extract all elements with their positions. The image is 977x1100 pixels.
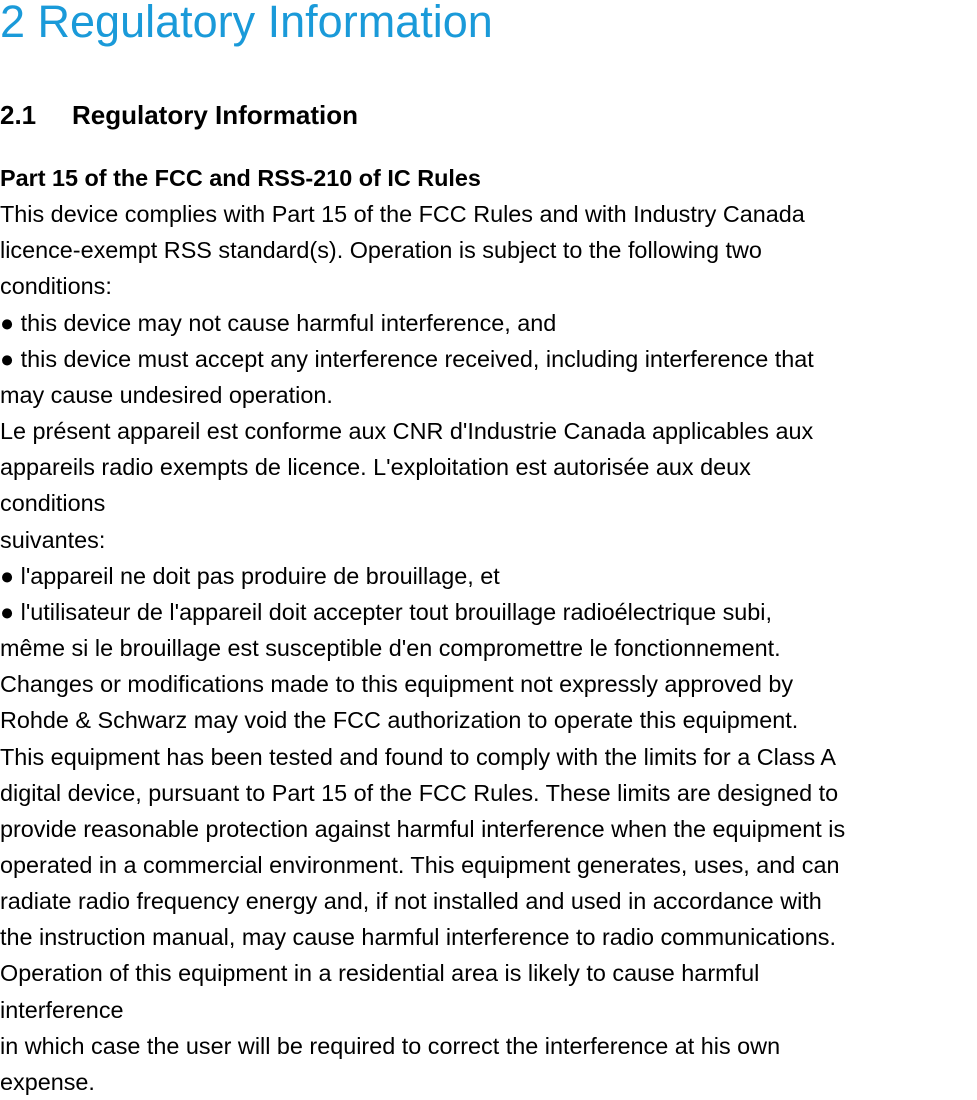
text-line: conditions xyxy=(0,490,106,517)
text-line: the instruction manual, may cause harmful interference to radio communications. xyxy=(0,924,836,951)
subheading-line: Part 15 of the FCC and RSS-210 of IC Rules xyxy=(0,165,481,191)
text-line: ● l'appareil ne doit pas produire de brouillage, et xyxy=(0,562,500,589)
text-line: expense. xyxy=(0,1068,95,1095)
text-line: operated in a commercial environment. This equipment generates, uses, and can xyxy=(0,851,840,878)
regulatory-text xyxy=(0,160,977,1100)
text-line: This device complies with Part 15 of the FCC Rules and with Industry Canada xyxy=(0,201,805,228)
text-line: may cause undesired operation. xyxy=(0,381,333,408)
section-heading xyxy=(0,98,358,132)
text-line: provide reasonable protection against harmful interference when the equipment is xyxy=(0,815,846,842)
text-line: ● l'utilisateur de l'appareil doit accepter tout brouillage radioélectrique subi, xyxy=(0,598,773,625)
section-number: 2.1 xyxy=(0,100,37,130)
text-line: Operation of this equipment in a residential area is likely to cause harmful xyxy=(0,960,760,987)
text-line: Rohde & Schwarz may void the FCC authorization to operate this equipment. xyxy=(0,707,799,734)
text-line: suivantes: xyxy=(0,526,106,553)
text-line: ● this device must accept any interference received, including interference that xyxy=(0,345,814,372)
text-line: interference xyxy=(0,996,124,1023)
section-title: Regulatory Information xyxy=(72,100,359,130)
text-line: radiate radio frequency energy and, if not installed and used in accordance with xyxy=(0,888,822,915)
text-line: This equipment has been tested and found to comply with the limits for a Class A xyxy=(0,743,837,770)
text-line: Le présent appareil est conforme aux CNR d'Industrie Canada applicables aux xyxy=(0,418,814,445)
text-line: conditions: xyxy=(0,273,112,300)
text-line: in which case the user will be required to correct the interference at his own xyxy=(0,1032,781,1059)
text-line: digital device, pursuant to Part 15 of the FCC Rules. These limits are designed to xyxy=(0,779,839,806)
text-line: licence-exempt RSS standard(s). Operation is subject to the following two xyxy=(0,237,762,264)
text-line: appareils radio exempts de licence. L'exploitation est autorisée aux deux xyxy=(0,454,751,481)
text-line: ● this device may not cause harmful interference, and xyxy=(0,309,557,336)
text-line: Changes or modifications made to this equipment not expressly approved by xyxy=(0,671,794,698)
chapter-title: 2 Regulatory Information xyxy=(0,0,493,47)
text-line: même si le brouillage est susceptible d'en compromettre le fonctionnement. xyxy=(0,635,781,662)
